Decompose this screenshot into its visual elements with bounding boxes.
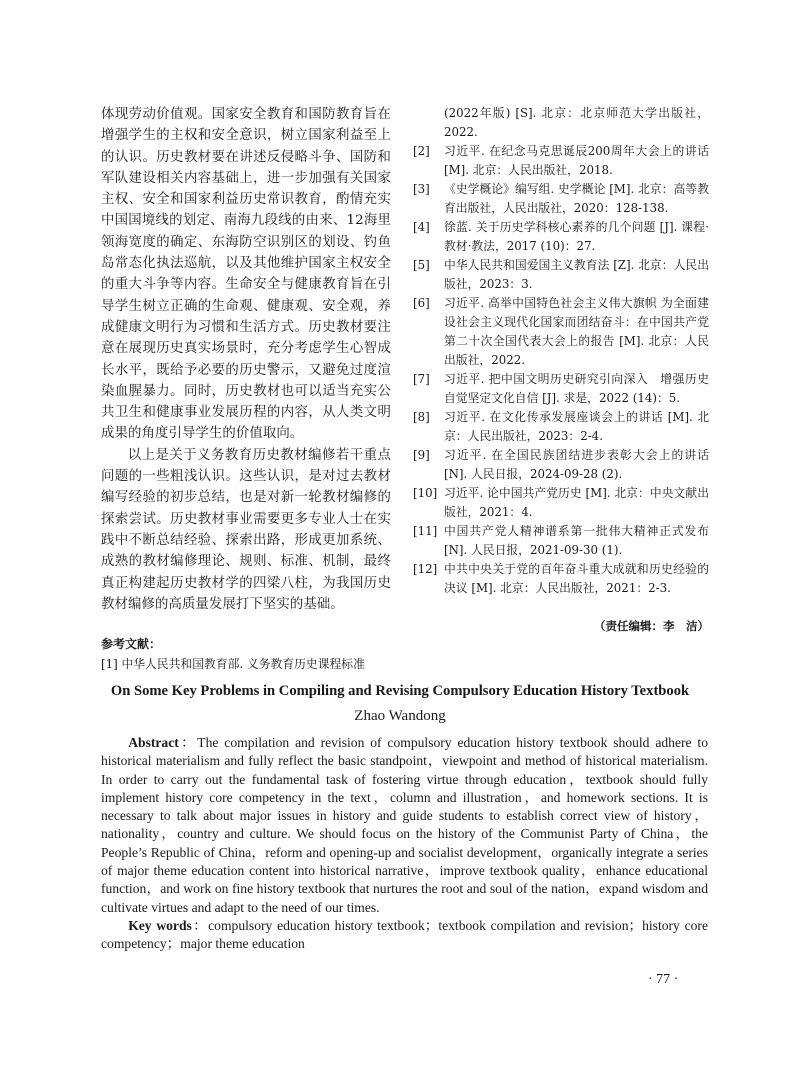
reference-item bbox=[413, 142, 709, 180]
body-paragraph-2: 以上是关于义务教育历史教材编修若干重点问题的一些粗浅认识。这些认识，是对过去教材编写经验的初步总结，也是对新一轮教材编修的探索尝试。历史教材事业需要更多专业人士在实践中不断总结经验、探索出路，形成更加系统、成熟的教材编修理论、规则、标准、机制，最终真正构建起历史教材学的四梁八柱，为我国历史教材编修的高质量发展打下坚实的基础。 bbox=[101, 447, 391, 612]
references-heading: 参考文献： bbox=[101, 637, 162, 652]
reference-list bbox=[413, 142, 709, 598]
body-paragraph-1: 体现劳动价值观。国家安全教育和国防教育旨在增强学生的主权和安全意识，树立国家利益至上的认识。历史教材要在讲述反侵略斗争、国防和军队建设相关内容基础上，进一步加强有关国家主权、安全和国家利益历史常识教育，酌情充实中国国境线的划定、南海九段线的由来、12海里领海宽度的确定、东海防空识别区的划设、钓鱼岛常态化执法巡航，以及其他维护国家主权安全的重大斗争等内容。生命安全与健康教育旨在引导学生树立正确的生命观、健康观、安全观，养成健康文明行为习惯和生活方式。历史教材要注意在展现历史真实场景时，充分考虑学生心智成长水平，既给予必要的历史警示，又避免过度渲染血腥暴力。同时，历史教材也可以适当充实公共卫生和健康事业发展历程的内容，从人类文明成果的角度引导学生的价值取向。 bbox=[101, 107, 391, 442]
reference-number: [10] bbox=[413, 486, 438, 500]
left-column bbox=[101, 104, 391, 674]
right-column bbox=[413, 104, 709, 634]
reference-number: [8] bbox=[413, 410, 430, 424]
reference-item bbox=[413, 484, 709, 522]
keywords-label: Key words bbox=[128, 917, 192, 933]
reference-number: [11] bbox=[413, 524, 438, 538]
reference-1-continued: (2022年版) [S]. 北京：北京师范大学出版社，2022. bbox=[444, 106, 709, 139]
reference-item bbox=[413, 294, 709, 370]
reference-item bbox=[413, 370, 709, 408]
reference-number: [12] bbox=[413, 562, 438, 576]
reference-text: 中华人民共和国爱国主义教育法 [Z]. 北京：人民出版社，2023：3. bbox=[444, 258, 709, 291]
reference-item bbox=[413, 446, 709, 484]
english-abstract bbox=[101, 734, 708, 954]
reference-number: [4] bbox=[413, 220, 430, 234]
reference-item bbox=[413, 560, 709, 598]
reference-number: [3] bbox=[413, 182, 430, 196]
reference-item bbox=[413, 256, 709, 294]
reference-number: [2] bbox=[413, 144, 430, 158]
reference-text: 习近平. 在全国民族团结进步表彰大会上的讲话 [N]. 人民日报，2024-09-28 (2). bbox=[444, 448, 709, 481]
abstract-paragraph bbox=[101, 734, 708, 917]
reference-text: 徐蓝. 关于历史学科核心素养的几个问题 [J]. 课程·教材·教法，2017 (10)：27. bbox=[444, 220, 709, 253]
reference-number: [5] bbox=[413, 258, 430, 272]
english-title: On Some Key Problems in Compiling and Revising Compulsory Education History Textbook bbox=[110, 683, 690, 699]
reference-text: 《史学概论》编写组. 史学概论 [M]. 北京：高等教育出版社，人民出版社，2020：128-138. bbox=[444, 182, 709, 215]
reference-item bbox=[413, 218, 709, 256]
reference-text: 习近平. 在纪念马克思诞辰200周年大会上的讲话 [M]. 北京：人民出版社，2018. bbox=[444, 144, 709, 177]
reference-text: 中国共产党人精神谱系第一批伟大精神正式发布 [N]. 人民日报，2021-09-30 (1). bbox=[444, 524, 709, 557]
reference-item bbox=[413, 522, 709, 560]
page-number: · 77 · bbox=[648, 972, 679, 987]
reference-text: 习近平. 在文化传承发展座谈会上的讲话 [M]. 北京：人民出版社，2023：2-4. bbox=[444, 410, 709, 443]
reference-number: [7] bbox=[413, 372, 430, 386]
reference-item bbox=[413, 180, 709, 218]
reference-1-start: [1] 中华人民共和国教育部. 义务教育历史课程标准 bbox=[101, 657, 365, 672]
editor-note: （责任编辑：李 洁） bbox=[594, 619, 709, 633]
reference-number: [6] bbox=[413, 296, 430, 310]
keywords-text: ：compulsory education history textbook；textbook compilation and revision；history core competency；major theme education bbox=[101, 917, 708, 952]
reference-text: 习近平. 高举中国特色社会主义伟大旗帜 为全面建设社会主义现代化国家而团结奋斗：在中国共产党第二十次全国代表大会上的报告 [M]. 北京：人民出版社，2022. bbox=[444, 296, 709, 367]
keywords-paragraph bbox=[101, 917, 708, 954]
reference-number: [9] bbox=[413, 448, 430, 462]
reference-item bbox=[413, 408, 709, 446]
abstract-label: Abstract bbox=[128, 735, 179, 750]
reference-text: 习近平. 论中国共产党历史 [M]. 北京：中央文献出版社，2021：4. bbox=[444, 486, 709, 519]
reference-text: 中共中央关于党的百年奋斗重大成就和历史经验的决议 [M]. 北京：人民出版社，2021：2-3. bbox=[444, 562, 709, 595]
reference-text: 习近平. 把中国文明历史研究引向深入 增强历史自觉坚定文化自信 [J]. 求是，2022 (14)：5. bbox=[444, 372, 709, 405]
abstract-text: ：The compilation and revision of compulsory education history textbook should adhere to historical materialism and fully reflect the basic standpoint，viewpoint and method of historical materialism. In order to carry out the fundamental task of fostering virtue through education，textbook should fully implement history core competency in the text，column and illustration，and homework sections. It is necessary to talk about major issues in history and guide students to establish correct view of history，nationality，country and culture. We should focus on the history of the Communist Party of China，the People’s Republic of China，reform and opening-up and socialist development，organically integrate a series of major theme education content into historical narrative，improve textbook quality，enhance educational function，and work on fine history textbook that nurtures the root and soul of the nation，expand wisdom and cultivate virtues and adapt to the need of our times. bbox=[101, 735, 708, 915]
english-author: Zhao Wandong bbox=[354, 708, 446, 724]
